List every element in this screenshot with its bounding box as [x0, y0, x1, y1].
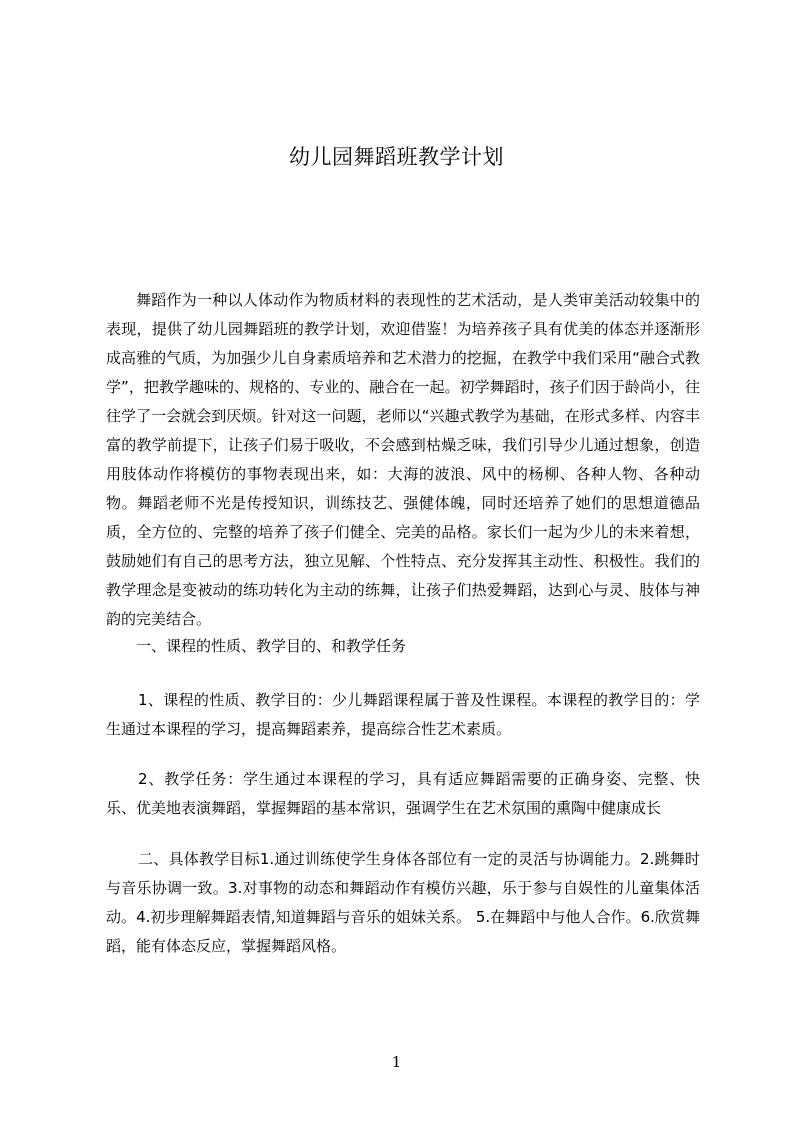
- page-number: 1: [391, 1053, 402, 1071]
- teaching-goals-paragraph: 二、具体教学目标1.通过训练使学生身体各部位有一定的灵活与协调能力。2.跳舞时与音乐协调一致。3.对事物的动态和舞蹈动作有模仿兴趣，乐于参与自娱性的儿童集体活动。4.初步理解舞蹈表情,知道舞蹈与音乐的姐妹关系。 5.在舞蹈中与他人合作。6.欣赏舞蹈，能有体态反应，掌握舞蹈风格。: [106, 850, 700, 955]
- teaching-task-paragraph: 2、教学任务：学生通过本课程的学习，具有适应舞蹈需要的正确身姿、完整、快乐、优美地表演舞蹈，掌握舞蹈的基本常识，强调学生在艺术氛围的熏陶中健康成长: [106, 770, 700, 817]
- intro-paragraph: 舞蹈作为一种以人体动作为物质材料的表现性的艺术活动，是人类审美活动较集中的表现，提供了幼儿园舞蹈班的教学计划，欢迎借鉴！为培养孩子具有优美的体态并逐渐形成高雅的气质，为加强少儿自身素质培养和艺术潜力的挖掘，在教学中我们采用“融合式教学”，把教学趣味的、规格的、专业的、融合在一起。初学舞蹈时，孩子们因于龄尚小，往往学了一会就会到厌烦。针对这一问题，老师以“兴趣式教学为基础，在形式多样、内容丰富的教学前提下，让孩子们易于吸收，不会感到枯燥乏味，我们引导少儿通过想象，创造用肢体动作将模仿的事物表现出来，如：大海的波浪、风中的杨柳、各种人物、各种动物。舞蹈老师不光是传授知识，训练技艺、强健体魄，同时还培养了她们的思想道德品质，全方位的、完整的培养了孩子们健全、完美的品格。家长们一起为少儿的未来着想，鼓励她们有自己的思考方法，独立见解、个性特点、充分发挥其主动性、积极性。我们的教学理念是变被动的练功转化为主动的练舞，让孩子们热爱舞蹈，达到心与灵、肢体与神韵的完美结合。: [106, 291, 700, 628]
- document-title: 幼儿园舞蹈班教学计划: [289, 145, 504, 169]
- section-heading-course-nature: 一、课程的性质、教学目的、和教学任务: [136, 637, 407, 655]
- course-purpose-paragraph: 1、课程的性质、教学目的：少儿舞蹈课程属于普及性课程。本课程的教学目的：学生通过本课程的学习，提高舞蹈素养，提高综合性艺术素质。: [106, 691, 700, 738]
